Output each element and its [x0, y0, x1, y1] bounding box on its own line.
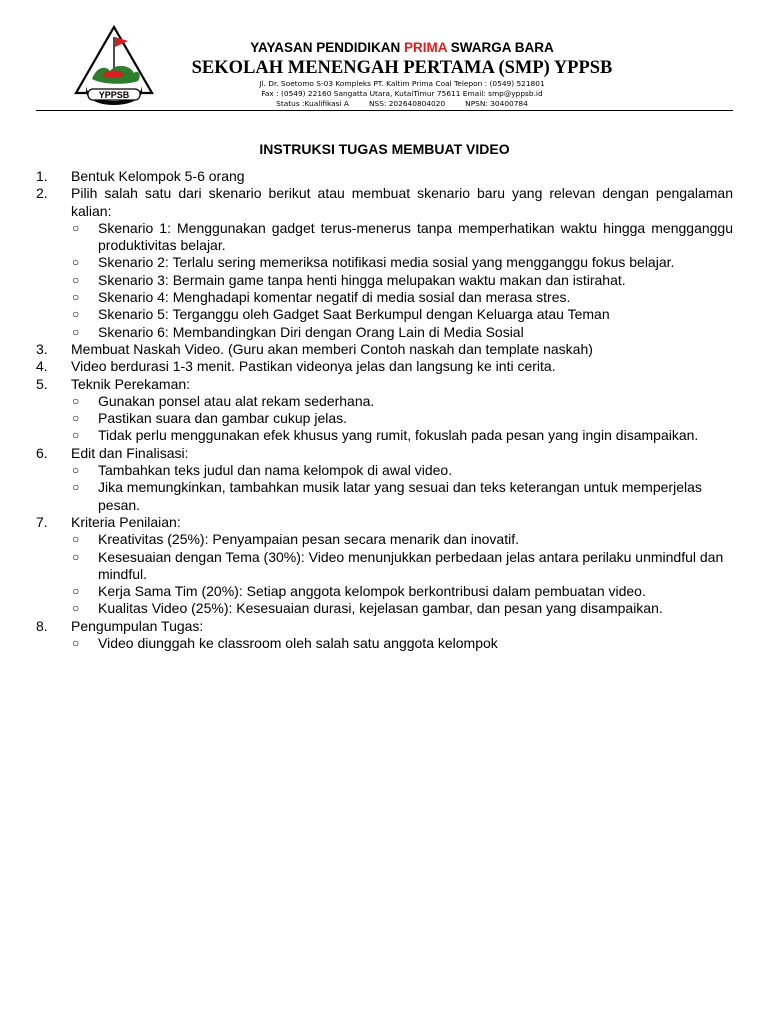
instruction-item: [36, 168, 733, 185]
bullet-icon: ○: [72, 428, 80, 443]
logo-text: YPPSB: [98, 90, 130, 100]
address-line-1: Jl. Dr. Soetomo S-03 Kompleks PT. Kaltim Prima Coal Telepon : (0549) 521801: [259, 79, 545, 88]
item-text: Video berdurasi 1-3 menit. Pastikan videonya jelas dan langsung ke inti cerita.: [71, 358, 556, 375]
sub-item-text: Skenario 3: Bermain game tanpa henti hingga melupakan waktu makan dan istirahat.: [98, 271, 626, 288]
instruction-item: [36, 445, 733, 462]
instruction-item: [36, 341, 733, 358]
school-name: SEKOLAH MENENGAH PERTAMA (SMP) YPPSB: [191, 58, 613, 78]
sub-item: [36, 427, 733, 444]
instruction-item: [36, 514, 733, 531]
sub-item: [36, 254, 733, 271]
bullet-icon: ○: [72, 549, 80, 564]
sub-item: [36, 220, 733, 255]
sub-item-text: Kesesuaian dengan Tema (30%): Video menunjukkan perbedaan jelas antara perilaku unmindful dan mindful.: [98, 548, 724, 582]
bullet-icon: ○: [72, 220, 80, 235]
foundation-highlight: PRIMA: [404, 40, 448, 55]
sub-item: [36, 289, 733, 306]
item-text: Bentuk Kelompok 5-6 orang: [71, 168, 245, 184]
instruction-item: [36, 358, 733, 375]
sub-item: [36, 635, 733, 652]
instruction-item: [36, 376, 733, 393]
sub-item-text: Skenario 1: Menggunakan gadget terus-menerus tanpa memperhatikan waktu hingga mengganggu produktivitas belajar.: [98, 219, 733, 254]
sub-item: [36, 583, 733, 600]
sub-item-text: Skenario 2: Terlalu sering memeriksa notifikasi media sosial yang mengganggu fokus belajar.: [98, 254, 675, 271]
address-line-2: Fax : (0549) 22160 Sangatta Utara, KutaiTimur 75611 Email: smp@yppsb.id: [261, 89, 543, 98]
sub-item: [36, 410, 733, 427]
letterhead-divider: [36, 110, 733, 111]
sub-item: [36, 549, 733, 584]
letterhead: [36, 20, 733, 112]
sub-item: [36, 306, 733, 323]
sub-item-text: Skenario 6: Membandingkan Diri dengan Orang Lain di Media Sosial: [98, 323, 524, 340]
item-text: Membuat Naskah Video. (Guru akan memberi Contoh naskah dan template naskah): [71, 340, 593, 357]
sub-item-text: Video diunggah ke classroom oleh salah satu anggota kelompok: [98, 635, 498, 652]
sub-item: [36, 272, 733, 289]
bullet-icon: ○: [72, 601, 80, 616]
instruction-item: [36, 185, 733, 220]
foundation-name: [132, 40, 672, 56]
bullet-icon: ○: [72, 411, 80, 426]
bullet-icon: ○: [72, 324, 80, 339]
sub-item-text: Pastikan suara dan gambar cukup jelas.: [98, 410, 348, 427]
bullet-icon: ○: [72, 480, 80, 495]
nss: NSS: 202640804020: [368, 99, 446, 108]
item-number: 3.: [36, 340, 48, 357]
sub-item-text: Skenario 5: Terganggu oleh Gadget Saat Berkumpul dengan Keluarga atau Teman: [98, 306, 610, 323]
bullet-icon: ○: [72, 393, 80, 408]
bullet-icon: ○: [72, 584, 80, 599]
instruction-item: [36, 618, 733, 635]
item-number: 5.: [36, 375, 48, 392]
sub-item-text: Tidak perlu menggunakan efek khusus yang rumit, fokuslah pada pesan yang ingin disampaikan.: [98, 427, 699, 444]
bullet-icon: ○: [72, 307, 80, 322]
bullet-icon: ○: [72, 636, 80, 651]
item-number: 7.: [36, 513, 48, 530]
sub-item-text: Gunakan ponsel atau alat rekam sederhana.: [98, 392, 375, 409]
bullet-icon: ○: [72, 290, 80, 305]
item-number: 6.: [36, 444, 48, 461]
item-text: Kriteria Penilaian:: [71, 513, 181, 530]
foundation-prefix: YAYASAN PENDIDIKAN: [250, 40, 401, 55]
bullet-icon: ○: [72, 272, 80, 287]
item-number: 4.: [36, 358, 48, 375]
sub-item-text: Skenario 4: Menghadapi komentar negatif di media sosial dan merasa stres.: [98, 289, 571, 306]
item-text: Pilih salah satu dari skenario berikut atau membuat skenario baru yang relevan dengan pengalaman kalian:: [71, 185, 733, 219]
bullet-icon: ○: [72, 532, 80, 547]
status: Status :Kualifikasi A: [276, 99, 349, 108]
sub-item: [36, 531, 733, 548]
sub-item: [36, 393, 733, 410]
sub-item-text: Tambahkan teks judul dan nama kelompok di awal video.: [98, 462, 453, 479]
item-number: 8.: [36, 617, 48, 634]
item-text: Edit dan Finalisasi:: [71, 444, 189, 461]
item-number: 2.: [36, 185, 48, 202]
bullet-icon: ○: [72, 255, 80, 270]
item-number: 1.: [36, 168, 48, 184]
sub-item: [36, 600, 733, 617]
sub-item-text: Kualitas Video (25%): Kesesuaian durasi, kejelasan gambar, dan pesan yang disampaikan.: [98, 600, 663, 617]
sub-item: [36, 479, 733, 514]
npsn: NPSN: 30400784: [465, 99, 528, 108]
sub-item: [36, 324, 733, 341]
instruction-list: [36, 168, 733, 652]
sub-item-text: Kreativitas (25%): Penyampaian pesan secara menarik dan inovatif.: [98, 531, 519, 548]
bullet-icon: ○: [72, 463, 80, 478]
sub-item: [36, 462, 733, 479]
foundation-suffix: SWARGA BARA: [450, 40, 554, 55]
sub-item-text: Kerja Sama Tim (20%): Setiap anggota kelompok berkontribusi dalam pembuatan video.: [98, 583, 646, 600]
sub-item-text: Jika memungkinkan, tambahkan musik latar yang sesuai dan teks keterangan untuk memperjelas pesan.: [98, 479, 702, 513]
item-text: Pengumpulan Tugas:: [71, 617, 204, 634]
status-line: [132, 99, 672, 109]
item-text: Teknik Perekaman:: [71, 375, 191, 392]
letterhead-text: [132, 20, 672, 109]
document-title: INSTRUKSI TUGAS MEMBUAT VIDEO: [259, 141, 510, 157]
